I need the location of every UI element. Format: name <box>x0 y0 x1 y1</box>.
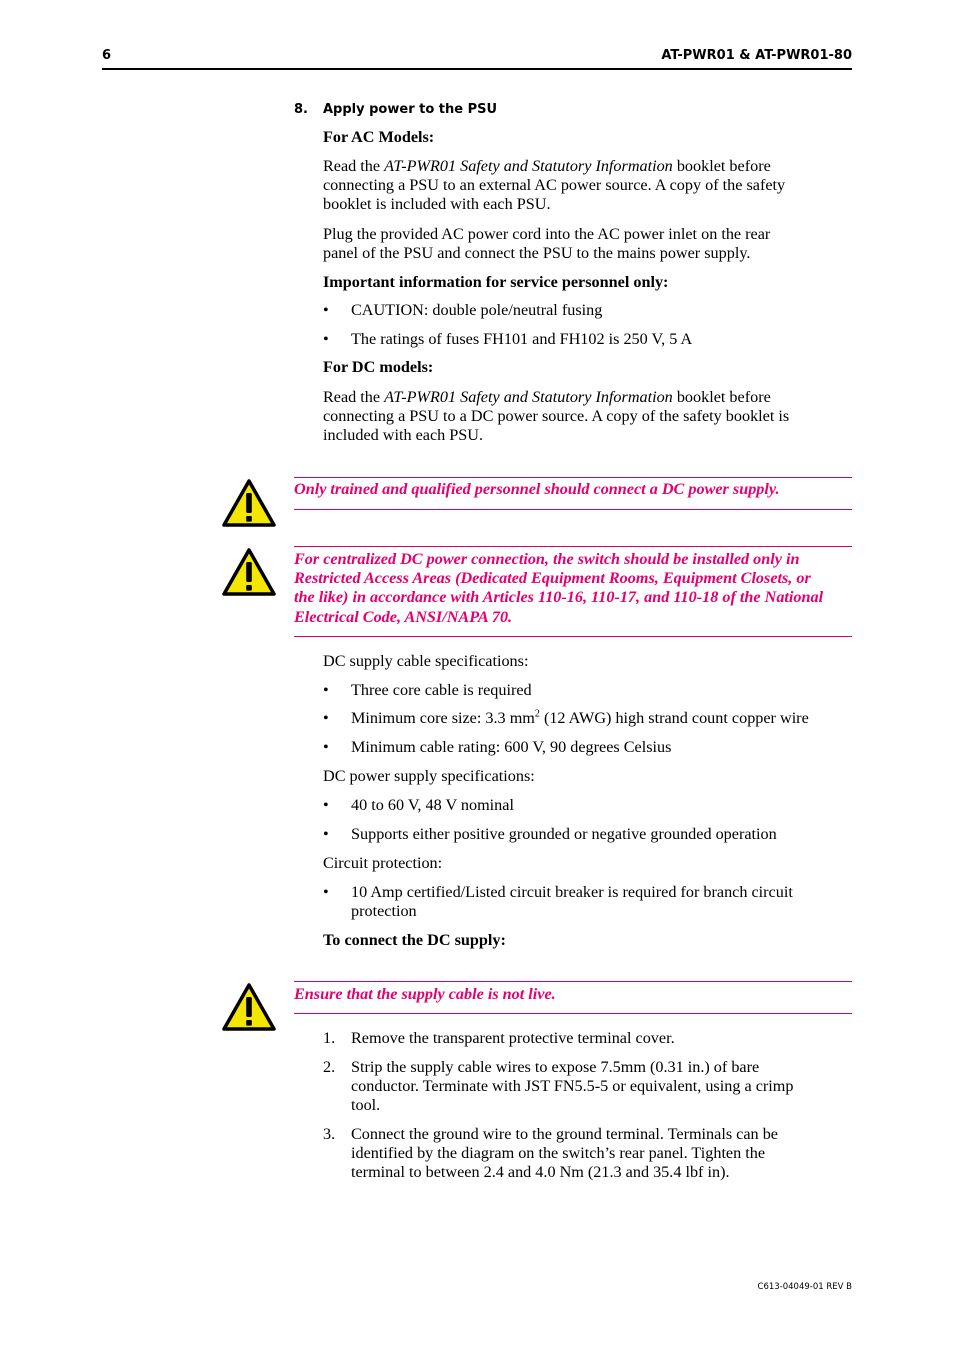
circuit-heading: Circuit protection: <box>323 854 443 872</box>
step-heading <box>294 102 497 117</box>
warning-text-cable-not-live: Ensure that the supply cable is not live. <box>294 985 556 1003</box>
connect-heading: To connect the DC supply: <box>323 931 506 949</box>
step-title: Apply power to the PSU <box>323 102 498 117</box>
step-number: 8. <box>294 102 308 117</box>
list-item: • 10 Amp certified/Listed circuit breaker is required for branch circuit protection <box>323 883 793 921</box>
page-number: 6 <box>102 48 112 63</box>
warning-text-restricted-access: For centralized DC power connection, the switch should be installed only in Restricted Access Areas (Dedicated Equipment Rooms, Equipment Closets, or the like) in accordance with Articles 110-16, 110-17, and 110-18 of the National Electrical Code, ANSI/NAPA 70. <box>294 550 824 626</box>
warning-rule-bottom <box>294 509 852 510</box>
warning-triangle-icon <box>222 479 276 527</box>
page-header <box>102 48 852 70</box>
document-title: AT-PWR01 & AT-PWR01-80 <box>661 48 852 63</box>
service-heading: Important information for service personnel only: <box>323 273 669 291</box>
dc-paragraph-1: Read the AT-PWR01 Safety and Statutory Information booklet before connecting a PSU to a DC power source. A copy of the safety booklet is included with each PSU. <box>323 388 790 445</box>
dc-heading: For DC models: <box>323 358 434 376</box>
warning-rule-top <box>294 477 852 478</box>
ac-paragraph-1: Read the AT-PWR01 Safety and Statutory Information booklet before connecting a PSU to an external AC power source. A copy of the safety booklet is included with each PSU. <box>323 157 786 214</box>
warning-rule-top <box>294 981 852 982</box>
warning-triangle-icon <box>222 548 276 596</box>
cable-spec-heading: DC supply cable specifications: <box>323 652 529 670</box>
ac-heading: For AC Models: <box>323 128 435 146</box>
warning-text-dc-personnel: Only trained and qualified personnel should connect a DC power supply. <box>294 480 780 498</box>
warning-rule-top <box>294 546 852 547</box>
warning-rule-bottom <box>294 636 852 637</box>
step-item: 2. Strip the supply cable wires to expose 7.5mm (0.31 in.) of bare conductor. Terminate with JST FN5.5-5 or equivalent, using a crimp tool. <box>323 1058 794 1115</box>
warning-rule-bottom <box>294 1013 852 1014</box>
ac-paragraph-2: Plug the provided AC power cord into the AC power inlet on the rear panel of the PSU and connect the PSU to the mains power supply. <box>323 225 771 263</box>
power-spec-heading: DC power supply specifications: <box>323 767 535 785</box>
warning-triangle-icon <box>222 983 276 1031</box>
document-code: C613-04049-01 REV B <box>757 1282 852 1292</box>
step-item: 3. Connect the ground wire to the ground terminal. Terminals can be identified by the diagram on the switch’s rear panel. Tighten the terminal to between 2.4 and 4.0 Nm (21.3 and 35.4 lbf in). <box>323 1125 778 1182</box>
